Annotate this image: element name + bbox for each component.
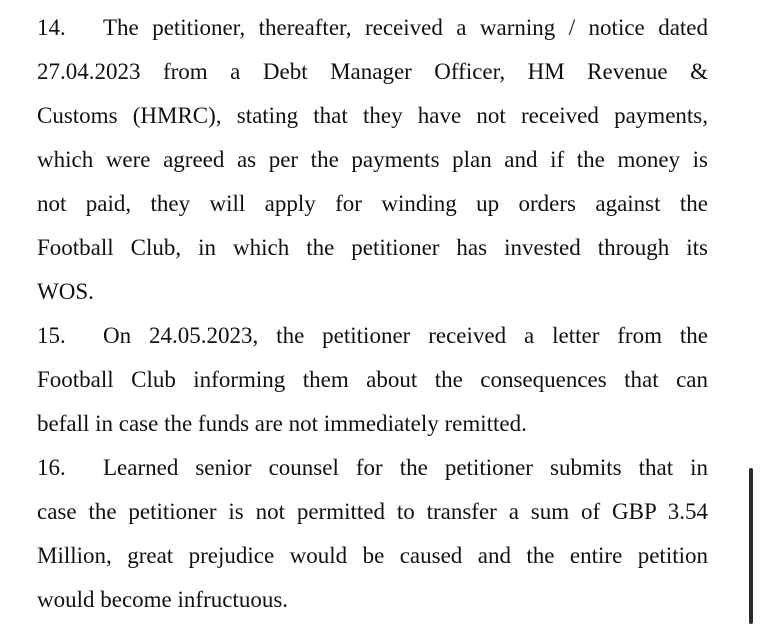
paragraph-16-line-3: Million, great prejudice would be caused and the entire petition [37,543,708,568]
paragraph-number: 16. [37,455,66,480]
paragraph-number: 14. [37,15,66,40]
paragraph-number: 15. [37,323,66,348]
paragraph-15-line-3: befall in case the funds are not immediately remitted. [37,411,527,436]
paragraph-15-line-2: Football Club informing them about the consequences that can [37,367,708,392]
paragraph-text: The petitioner, thereafter, received a warning / notice dated [103,15,708,40]
paragraph-14-line-3: Customs (HMRC), stating that they have not received payments, [37,103,708,128]
paragraph-14-line-7: WOS. [37,279,94,304]
paragraph-16-line-2: case the petitioner is not permitted to transfer a sum of GBP 3.54 [37,499,708,524]
paragraph-14-line-2: 27.04.2023 from a Debt Manager Officer, HM Revenue & [37,59,708,84]
paragraph-16-line-1 [37,454,708,482]
paragraph-14-line-4: which were agreed as per the payments plan and if the money is [37,147,708,172]
paragraph-16-line-4: would become infructuous. [37,587,289,612]
vertical-scrollbar[interactable] [749,468,753,624]
paragraph-text: Learned senior counsel for the petitioner submits that in [103,455,708,480]
paragraph-14-line-5: not paid, they will apply for winding up orders against the [37,191,708,216]
paragraph-14-line-1 [37,14,708,42]
paragraph-14-line-6: Football Club, in which the petitioner has invested through its [37,235,708,260]
paragraph-text: On 24.05.2023, the petitioner received a letter from the [103,323,708,348]
paragraph-15-line-1 [37,322,708,350]
